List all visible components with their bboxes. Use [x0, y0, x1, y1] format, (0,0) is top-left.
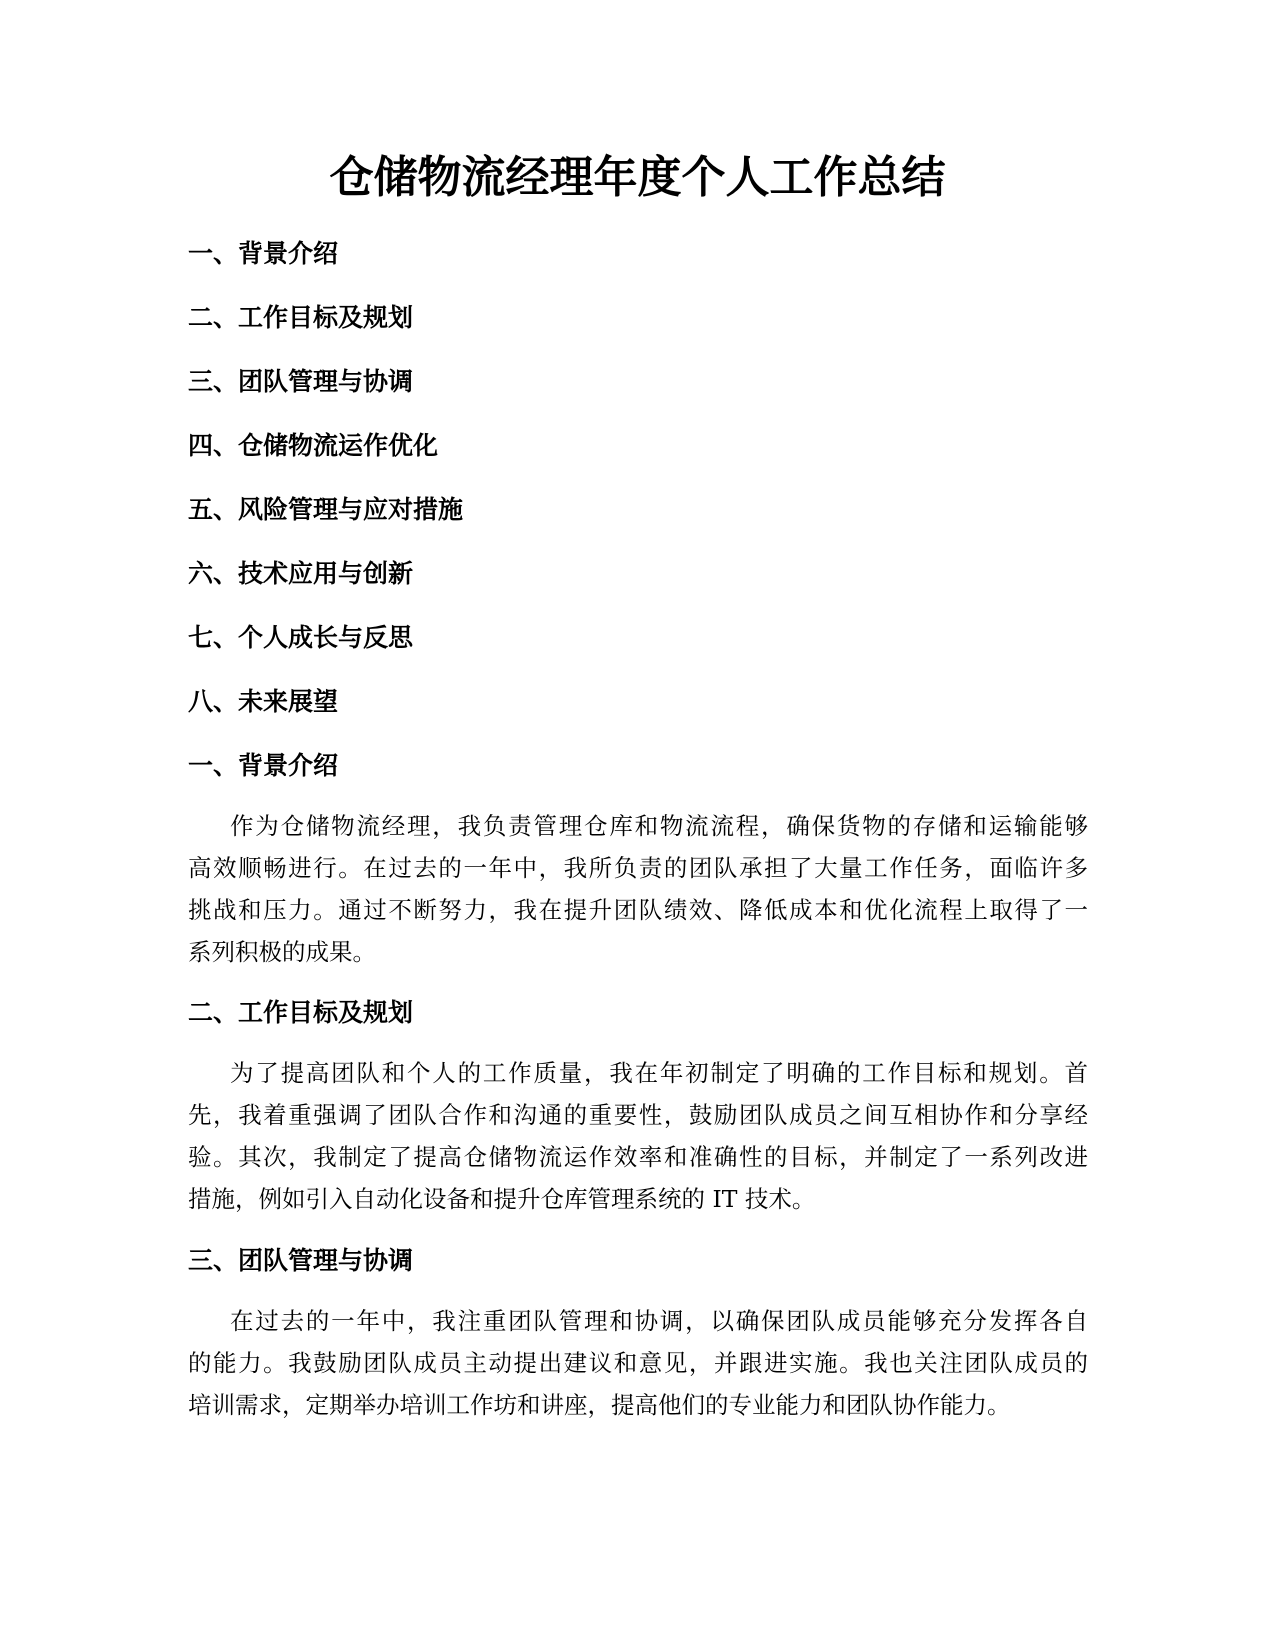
- paragraph-line: 在过去的一年中，我注重团队管理和协调，以确保团队成员能够充分发挥各自: [230, 1307, 1088, 1335]
- toc-item: 五、风险管理与应对措施: [188, 495, 464, 524]
- paragraph-line: 系列积极的成果。: [188, 938, 376, 966]
- toc-item: 二、工作目标及规划: [188, 303, 414, 332]
- toc-item: 六、技术应用与创新: [188, 559, 414, 588]
- paragraph-line: 培训需求，定期举办培训工作坊和讲座，提高他们的专业能力和团队协作能力。: [188, 1391, 1011, 1419]
- paragraph-line: 为了提高团队和个人的工作质量，我在年初制定了明确的工作目标和规划。首: [230, 1059, 1088, 1087]
- document-title: 仓储物流经理年度个人工作总结: [329, 152, 946, 203]
- section-paragraph: [188, 805, 1088, 973]
- toc-item: 四、仓储物流运作优化: [188, 431, 439, 460]
- paragraph-line: 高效顺畅进行。在过去的一年中，我所负责的团队承担了大量工作任务，面临许多: [188, 854, 1088, 882]
- toc-item: 八、未来展望: [188, 687, 339, 716]
- paragraph-line: 措施，例如引入自动化设备和提升仓库管理系统的 IT 技术。: [188, 1185, 816, 1213]
- toc-item: 一、背景介绍: [188, 239, 339, 268]
- paragraph-line: 的能力。我鼓励团队成员主动提出建议和意见，并跟进实施。我也关注团队成员的: [188, 1349, 1088, 1377]
- section-heading: 一、背景介绍: [188, 751, 339, 780]
- paragraph-line: 先，我着重强调了团队合作和沟通的重要性，鼓励团队成员之间互相协作和分享经: [188, 1101, 1088, 1129]
- section-heading: 二、工作目标及规划: [188, 998, 414, 1027]
- paragraph-line: 挑战和压力。通过不断努力，我在提升团队绩效、降低成本和优化流程上取得了一: [188, 896, 1088, 924]
- paragraph-line: 作为仓储物流经理，我负责管理仓库和物流流程，确保货物的存储和运输能够: [230, 812, 1088, 840]
- toc-item: 七、个人成长与反思: [188, 623, 414, 652]
- section-heading: 三、团队管理与协调: [188, 1246, 414, 1275]
- toc-item: 三、团队管理与协调: [188, 367, 414, 396]
- paragraph-line: 验。其次，我制定了提高仓储物流运作效率和准确性的目标，并制定了一系列改进: [188, 1143, 1088, 1171]
- section-paragraph: [188, 1300, 1088, 1426]
- section-paragraph: [188, 1052, 1088, 1220]
